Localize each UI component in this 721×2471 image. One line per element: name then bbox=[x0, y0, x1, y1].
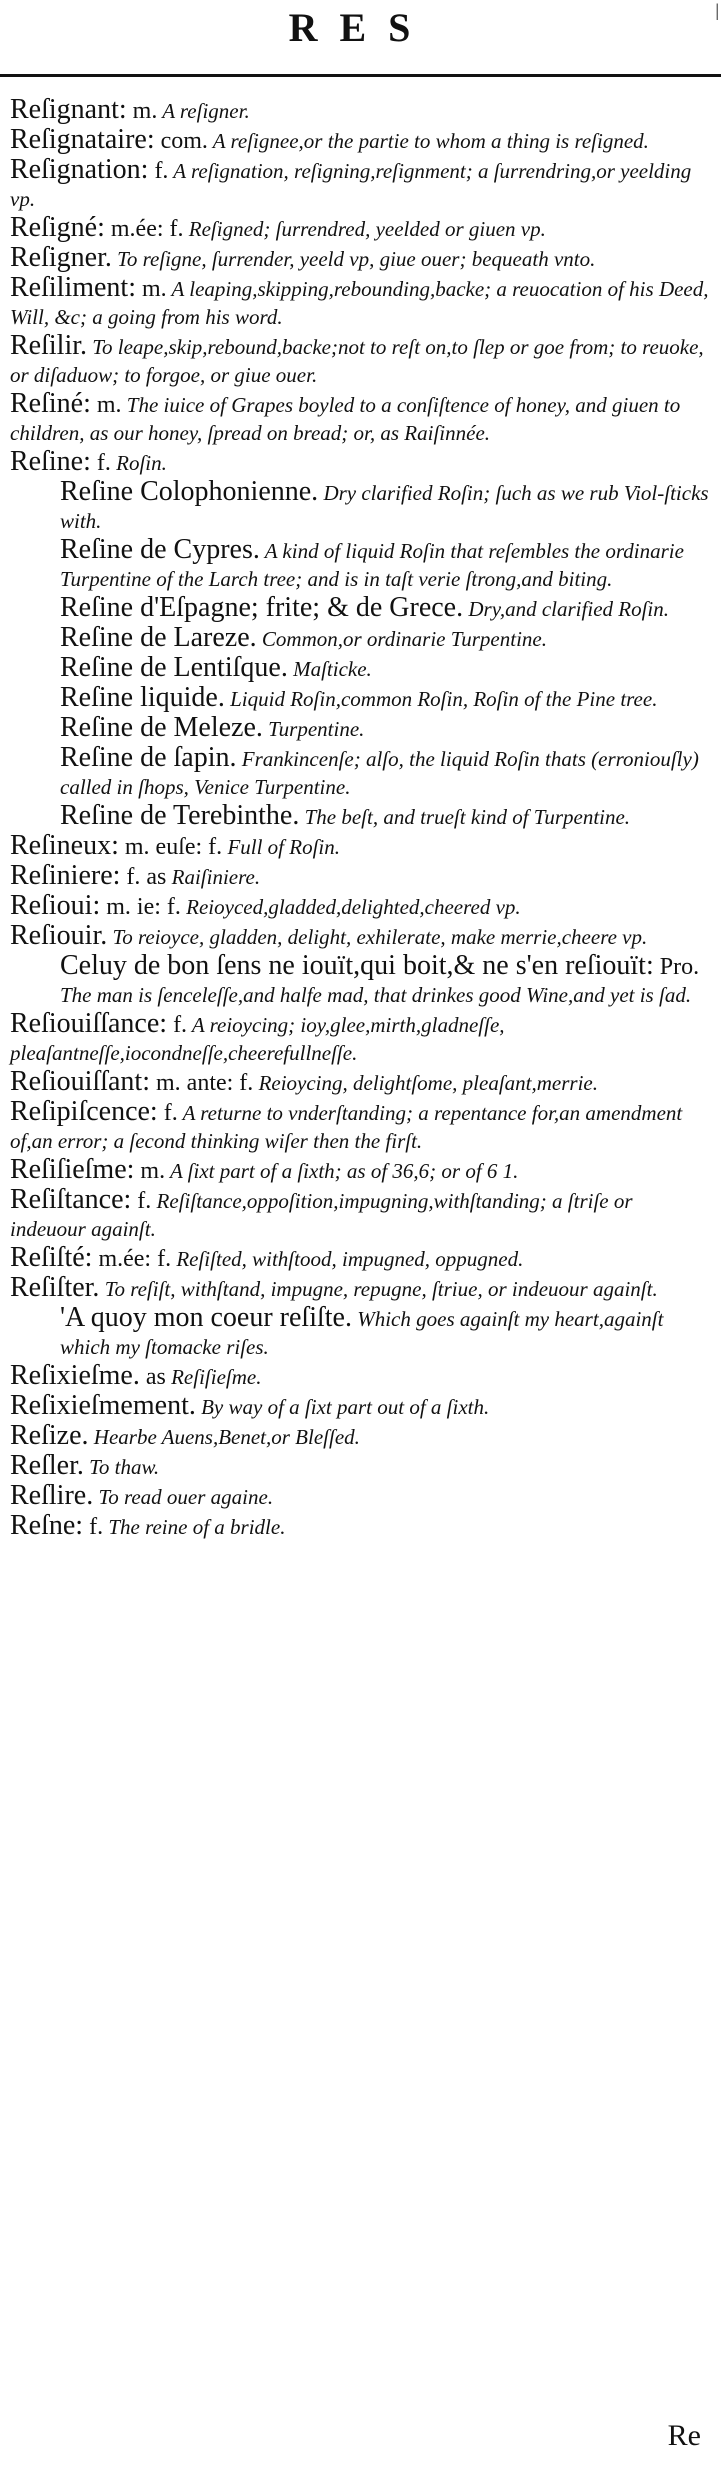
entry-headword: Reſine: bbox=[10, 446, 91, 477]
entry-definition: Reioyced,gladded,delighted,cheered vp. bbox=[180, 895, 521, 919]
dictionary-entry bbox=[10, 96, 713, 125]
entry-definition: Reſiſtance,oppoſition,impugning,withſtanding; a ſtriſe or indeuour againſt. bbox=[10, 1189, 633, 1241]
dictionary-entry bbox=[10, 1186, 713, 1243]
entry-definition: To leape,skip,rebound,backe;not to reſt on,to ſlep or goe from; to reuoke, or diſaduow; to forgoe, or giue ouer. bbox=[10, 335, 704, 387]
dictionary-entry bbox=[10, 922, 713, 951]
entry-headword: Reſignation: bbox=[10, 154, 149, 185]
dictionary-entry bbox=[10, 390, 713, 447]
entry-headword: Reſipiſcence: bbox=[10, 1096, 158, 1127]
entry-headword: Reſne: bbox=[10, 1510, 84, 1541]
entry-grammar: f. bbox=[83, 1514, 104, 1540]
entry-definition: A reſignee,or the partie to whom a thing is reſigned. bbox=[207, 129, 649, 153]
entry-grammar: m.ée: f. bbox=[104, 216, 184, 242]
dictionary-entry bbox=[10, 1362, 713, 1391]
entry-headword: Reſiſté: bbox=[10, 1242, 93, 1273]
entry-headword: 'A quoy mon coeur reſiſte. bbox=[60, 1302, 352, 1333]
dictionary-entry bbox=[10, 1452, 713, 1481]
entry-definition: To reſigne, ſurrender, yeeld vp, giue ouer; bequeath vnto. bbox=[111, 247, 596, 271]
dictionary-entry bbox=[10, 744, 713, 801]
entry-definition: Roſin. bbox=[110, 451, 167, 475]
entry-headword: Reſine de Lentiſque. bbox=[60, 652, 288, 683]
entry-definition: Maſticke. bbox=[287, 657, 372, 681]
dictionary-entry bbox=[10, 1010, 713, 1067]
entry-headword: Reſlire. bbox=[10, 1480, 94, 1511]
entry-definition: A reſignation, reſigning,reſignment; a ſurrendring,or yeelding vp. bbox=[10, 159, 692, 211]
dictionary-entry bbox=[10, 156, 713, 213]
dictionary-entry bbox=[10, 274, 713, 331]
entry-definition: Reſiſted, withſtood, impugned, oppugned. bbox=[171, 1247, 524, 1271]
entry-definition: Frankincenſe; alſo, the liquid Roſin thats (erroniouſly) called in ſhops, Venice Turpentine. bbox=[60, 747, 699, 799]
dictionary-entry bbox=[10, 594, 713, 623]
entry-grammar: f. as bbox=[120, 864, 167, 890]
entry-grammar: f. bbox=[148, 158, 169, 184]
entry-headword: Reſiniere: bbox=[10, 860, 121, 891]
dictionary-entry bbox=[10, 448, 713, 477]
entry-headword: Reſiſtance: bbox=[10, 1184, 132, 1215]
dictionary-entry bbox=[10, 1512, 713, 1541]
entry-definition: The iuice of Grapes boyled to a conſiſtence of honey, and giuen to children, as our honey, ſpread on bread; or, as Raiſinnée. bbox=[10, 393, 681, 445]
dictionary-entry bbox=[10, 684, 713, 713]
entry-grammar: m. ante: f. bbox=[150, 1070, 254, 1096]
entry-headword: Reſiſieſme: bbox=[10, 1154, 135, 1185]
dictionary-entry bbox=[10, 214, 713, 243]
entry-headword: Reſignant: bbox=[10, 94, 127, 125]
entry-headword: Reſiſter. bbox=[10, 1272, 100, 1303]
dictionary-entry bbox=[10, 1274, 713, 1303]
entry-headword: Reſiouiſſant: bbox=[10, 1066, 150, 1097]
entry-grammar: m. ie: f. bbox=[100, 894, 181, 920]
entry-definition: Turpentine. bbox=[262, 717, 365, 741]
entry-definition: Dry clarified Roſin; ſuch as we rub Viol-ſticks with. bbox=[60, 481, 709, 533]
entry-definition: A leaping,skipping,rebounding,backe; a reuocation of his Deed, Will, &c; a going from his word. bbox=[10, 277, 709, 329]
entry-grammar: as bbox=[139, 1364, 166, 1390]
entry-grammar: f. bbox=[157, 1100, 178, 1126]
dictionary-entry bbox=[10, 1244, 713, 1273]
entry-grammar: m. bbox=[90, 392, 122, 418]
entry-definition: Full of Roſin. bbox=[222, 835, 341, 859]
dictionary-entry bbox=[10, 332, 713, 389]
entry-definition: To reioyce, gladden, delight, exhilerate, make merrie,cheere vp. bbox=[107, 925, 648, 949]
entry-headword: Reſiné: bbox=[10, 388, 91, 419]
entry-headword: Reſignataire: bbox=[10, 124, 155, 155]
entry-grammar: f. bbox=[131, 1188, 152, 1214]
entry-grammar: f. bbox=[90, 450, 111, 476]
entry-definition: By way of a ſixt part out of a ſixth. bbox=[195, 1395, 490, 1419]
entry-headword: Reſine de ſapin. bbox=[60, 742, 237, 773]
entry-definition: To reſiſt, withſtand, impugne, repugne, ſtriue, or indeuour againſt. bbox=[99, 1277, 658, 1301]
entry-grammar: m. bbox=[134, 1158, 166, 1184]
entry-headword: Reſine d'Eſpagne; frite; & de Grece. bbox=[60, 592, 464, 623]
dictionary-entry bbox=[10, 1068, 713, 1097]
entry-definition: Raiſiniere. bbox=[166, 865, 261, 889]
entry-definition: Dry,and clarified Roſin. bbox=[463, 597, 670, 621]
entry-headword: Reſine liquide. bbox=[60, 682, 225, 713]
entry-grammar: Pro. bbox=[653, 954, 700, 980]
dictionary-entry bbox=[10, 624, 713, 653]
entry-definition: Reioycing, delightſome, pleaſant,merrie. bbox=[253, 1071, 598, 1095]
dictionary-entry bbox=[10, 952, 713, 1009]
entry-headword: Reſine Colophonienne. bbox=[60, 476, 319, 507]
entry-definition: Liquid Roſin,common Roſin, Roſin of the Pine tree. bbox=[224, 687, 658, 711]
entry-headword: Reſixieſmement. bbox=[10, 1390, 196, 1421]
corner-mark: | bbox=[715, 0, 719, 20]
entry-definition: Which goes againſt my heart,againſt which my ſtomacke riſes. bbox=[60, 1307, 664, 1359]
entry-headword: Reſiliment: bbox=[10, 272, 136, 303]
dictionary-entry bbox=[10, 1304, 713, 1361]
entry-definition: Common,or ordinarie Turpentine. bbox=[256, 627, 547, 651]
dictionary-entry bbox=[10, 1156, 713, 1185]
entry-definition: A reioycing; ioy,glee,mirth,gladneſſe, pleaſantneſſe,iocondneſſe,cheerefullneſſe. bbox=[10, 1013, 505, 1065]
dictionary-entry bbox=[10, 1422, 713, 1451]
dictionary-entry bbox=[10, 654, 713, 683]
dictionary-entries bbox=[10, 96, 713, 1542]
entry-grammar: f. bbox=[167, 1012, 188, 1038]
dictionary-entry bbox=[10, 714, 713, 743]
entry-definition: A kind of liquid Roſin that reſembles the ordinarie Turpentine of the Larch tree; and is in taſt verie ſtrong,and biting. bbox=[60, 539, 684, 591]
dictionary-entry bbox=[10, 244, 713, 273]
entry-headword: Reſiouir. bbox=[10, 920, 108, 951]
entry-headword: Reſine de Cypres. bbox=[60, 534, 260, 565]
entry-headword: Reſilir. bbox=[10, 330, 87, 361]
entry-definition: A returne to vnderſtanding; a repentance for,an amendment of,an error; a ſecond thinking wiſer then the firſt. bbox=[10, 1101, 683, 1153]
entry-definition: A ſixt part of a ſixth; as of 36,6; or of 6 1. bbox=[165, 1159, 519, 1183]
dictionary-entry bbox=[10, 126, 713, 155]
entry-headword: Reſigné: bbox=[10, 212, 105, 243]
entry-grammar: m. euſe: f. bbox=[118, 834, 223, 860]
catchword: Re bbox=[667, 2419, 701, 2452]
entry-headword: Reſigner. bbox=[10, 242, 112, 273]
dictionary-entry bbox=[10, 832, 713, 861]
entry-headword: Celuy de bon ſens ne iouït,qui boit,& ne s'en reſiouït: bbox=[60, 950, 654, 981]
dictionary-entry bbox=[10, 1482, 713, 1511]
entry-headword: Reſioui: bbox=[10, 890, 101, 921]
entry-headword: Reſler. bbox=[10, 1450, 84, 1481]
dictionary-entry bbox=[10, 478, 713, 535]
entry-headword: Reſineux: bbox=[10, 830, 119, 861]
dictionary-entry bbox=[10, 862, 713, 891]
entry-headword: Reſine de Lareze. bbox=[60, 622, 257, 653]
dictionary-entry bbox=[10, 536, 713, 593]
entry-definition: The man is ſenceleſſe,and halfe mad, that drinkes good Wine,and yet is ſad. bbox=[60, 983, 692, 1007]
page-header bbox=[0, 0, 721, 64]
entry-definition: To read ouer againe. bbox=[93, 1485, 274, 1509]
dictionary-entry bbox=[10, 802, 713, 831]
entry-headword: Reſize. bbox=[10, 1420, 89, 1451]
entry-definition: Hearbe Auens,Benet,or Bleſſed. bbox=[88, 1425, 360, 1449]
entry-definition: A reſigner. bbox=[157, 99, 250, 123]
entry-headword: Reſine de Meleze. bbox=[60, 712, 263, 743]
dictionary-entry bbox=[10, 892, 713, 921]
page-title: RES bbox=[288, 5, 433, 50]
entry-grammar: com. bbox=[154, 128, 208, 154]
dictionary-entry bbox=[10, 1098, 713, 1155]
entry-definition: To thaw. bbox=[83, 1455, 160, 1479]
entry-definition: Reſigned; ſurrendred, yeelded or giuen vp. bbox=[183, 217, 546, 241]
header-rule bbox=[0, 74, 721, 77]
dictionary-entry bbox=[10, 1392, 713, 1421]
entry-definition: The reine of a bridle. bbox=[103, 1515, 286, 1539]
entry-headword: Reſiouiſſance: bbox=[10, 1008, 168, 1039]
entry-definition: Reſiſieſme. bbox=[165, 1365, 262, 1389]
entry-grammar: m. bbox=[136, 276, 167, 302]
entry-headword: Reſixieſme. bbox=[10, 1360, 140, 1391]
entry-definition: The beſt, and trueſt kind of Turpentine. bbox=[299, 805, 631, 829]
entry-grammar: m. bbox=[126, 98, 158, 124]
entry-grammar: m.ée: f. bbox=[92, 1246, 172, 1272]
entry-headword: Reſine de Terebinthe. bbox=[60, 800, 300, 831]
